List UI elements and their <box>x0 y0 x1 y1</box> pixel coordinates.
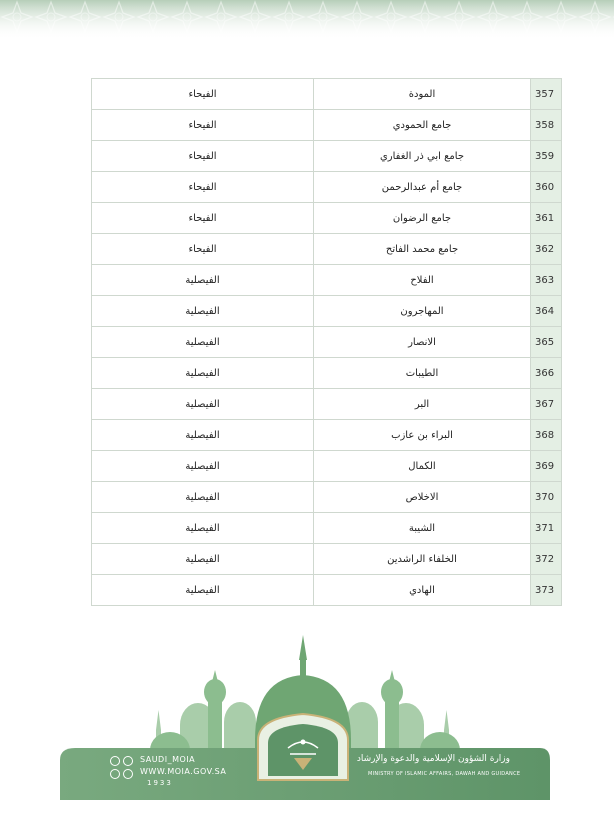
mosque-name: جامع أم عبدالرحمن <box>314 172 531 203</box>
table-row <box>92 482 562 513</box>
row-number: 365 <box>531 327 562 358</box>
row-number: 372 <box>531 544 562 575</box>
district-name: الفيصلية <box>92 544 314 575</box>
row-number: 367 <box>531 389 562 420</box>
header-pattern <box>0 0 614 40</box>
mosque-skyline <box>0 630 614 831</box>
district-name: الفيصلية <box>92 358 314 389</box>
district-name: الفيحاء <box>92 203 314 234</box>
table-row <box>92 451 562 482</box>
district-name: الفيحاء <box>92 141 314 172</box>
row-number: 368 <box>531 420 562 451</box>
district-name: الفيحاء <box>92 79 314 110</box>
row-number: 362 <box>531 234 562 265</box>
row-number: 363 <box>531 265 562 296</box>
district-name: الفيحاء <box>92 234 314 265</box>
table-row <box>92 420 562 451</box>
row-number: 371 <box>531 513 562 544</box>
footer <box>0 630 614 831</box>
mosque-name: جامع الحمودي <box>314 110 531 141</box>
district-name: الفيصلية <box>92 482 314 513</box>
district-name: الفيصلية <box>92 513 314 544</box>
twitter-icon[interactable] <box>123 756 133 766</box>
table-row <box>92 327 562 358</box>
mosque-name: الهادي <box>314 575 531 606</box>
website-link[interactable]: WWW.MOIA.GOV.SA <box>140 767 227 776</box>
mosque-name: البراء بن عازب <box>314 420 531 451</box>
table-row <box>92 358 562 389</box>
row-number: 370 <box>531 482 562 513</box>
mosque-table <box>91 78 562 606</box>
mosque-name: الكمال <box>314 451 531 482</box>
district-name: الفيصلية <box>92 296 314 327</box>
youtube-icon[interactable] <box>110 756 120 766</box>
ministry-name-english: MINISTRY OF ISLAMIC AFFAIRS, DAWAH AND GUIDANCE <box>368 771 521 777</box>
mosque-name: الخلفاء الراشدين <box>314 544 531 575</box>
mosque-name: جامع الرضوان <box>314 203 531 234</box>
table-row <box>92 265 562 296</box>
founding-year: 1933 <box>147 779 173 787</box>
mosque-name: الانصار <box>314 327 531 358</box>
district-name: الفيحاء <box>92 110 314 141</box>
row-number: 366 <box>531 358 562 389</box>
table-row <box>92 141 562 172</box>
row-number: 361 <box>531 203 562 234</box>
row-number: 364 <box>531 296 562 327</box>
mosque-name: المودة <box>314 79 531 110</box>
row-number: 357 <box>531 79 562 110</box>
district-name: الفيصلية <box>92 575 314 606</box>
mosque-name: البر <box>314 389 531 420</box>
row-number: 360 <box>531 172 562 203</box>
district-name: الفيصلية <box>92 420 314 451</box>
table-row <box>92 79 562 110</box>
district-name: الفيصلية <box>92 451 314 482</box>
district-name: الفيحاء <box>92 172 314 203</box>
table-row <box>92 296 562 327</box>
mosque-name: الشيبة <box>314 513 531 544</box>
table-row <box>92 110 562 141</box>
mosque-name: المهاجرون <box>314 296 531 327</box>
table-row <box>92 544 562 575</box>
table-row <box>92 389 562 420</box>
social-handle[interactable]: SAUDI_MOIA <box>140 755 196 764</box>
district-name: الفيصلية <box>92 265 314 296</box>
table-row <box>92 234 562 265</box>
mosque-name: الفلاح <box>314 265 531 296</box>
district-name: الفيصلية <box>92 327 314 358</box>
table-row <box>92 203 562 234</box>
facebook-icon[interactable] <box>110 769 120 779</box>
snapchat-icon[interactable] <box>123 769 133 779</box>
mosque-name: الاخلاص <box>314 482 531 513</box>
table-row <box>92 575 562 606</box>
row-number: 359 <box>531 141 562 172</box>
table-row <box>92 172 562 203</box>
table-row <box>92 513 562 544</box>
district-name: الفيصلية <box>92 389 314 420</box>
row-number: 358 <box>531 110 562 141</box>
mosque-name: الطيبات <box>314 358 531 389</box>
ministry-name-arabic: وزارة الشؤون الإسلامية والدعوة والإرشاد <box>356 754 510 764</box>
mosque-name: جامع ابي ذر الغفاري <box>314 141 531 172</box>
row-number: 369 <box>531 451 562 482</box>
mosque-name: جامع محمد الفاتح <box>314 234 531 265</box>
row-number: 373 <box>531 575 562 606</box>
